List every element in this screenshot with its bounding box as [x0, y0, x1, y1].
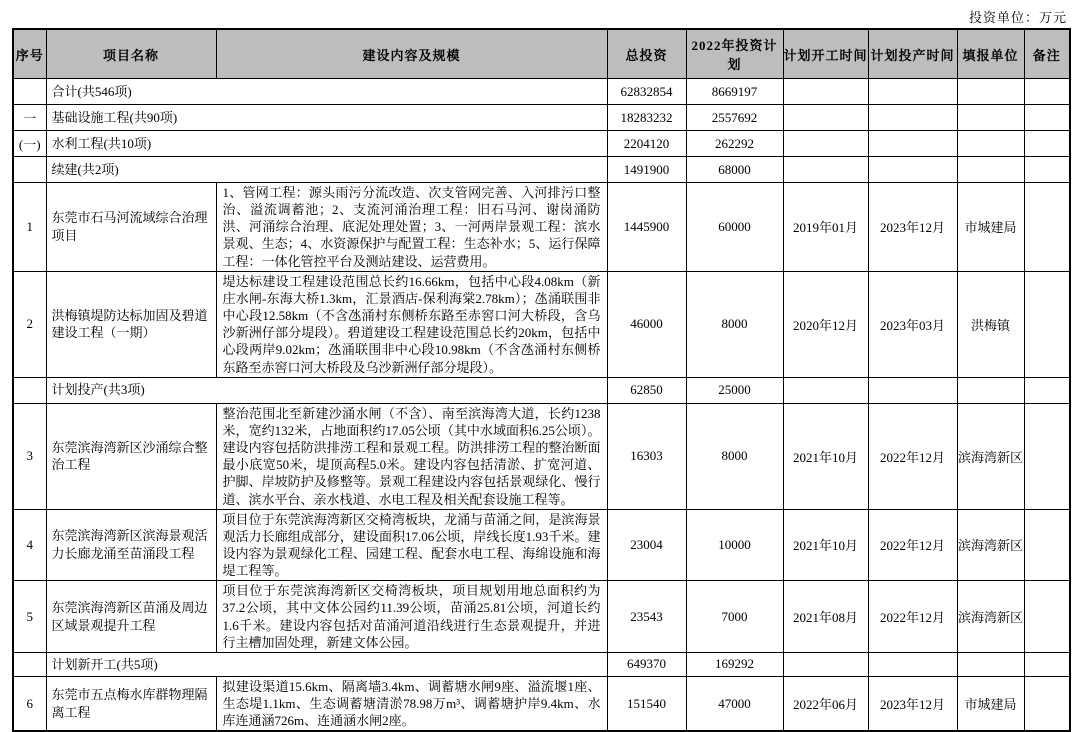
- production-date-cell: [868, 652, 957, 676]
- total-investment-cell: 2204120: [607, 131, 686, 157]
- start-date-cell: 2021年10月: [783, 403, 868, 509]
- start-date-cell: [783, 157, 868, 183]
- table-row: [13, 581, 1070, 653]
- production-date-cell: 2022年12月: [868, 509, 957, 581]
- production-date-cell: [868, 131, 957, 157]
- content-scale-cell: 1、管网工程：源头雨污分流改造、次支管网完善、入河排污口整治、溢流调蓄池；2、支流河涌治理工程：旧石马河、谢岗涌防洪、河涌综合治理、底泥处理处置；3、一河两岸景观工程：滨水景观、生态；4、水资源保护与配置工程：生态补水；5、运行保障工程：一体化管控平台及测站建设、运营费用。: [216, 183, 607, 272]
- production-date-cell: [868, 157, 957, 183]
- summary-row: [13, 377, 1070, 403]
- column-header-production-date: 计划投产时间: [868, 29, 957, 79]
- total-investment-cell: 151540: [607, 676, 686, 731]
- seq-cell: [13, 79, 46, 105]
- group-title-cell: 计划新开工(共5项): [46, 652, 607, 676]
- total-investment-cell: 62850: [607, 377, 686, 403]
- group-title-cell: 水利工程(共10项): [46, 131, 607, 157]
- project-name-cell: 东莞市五点梅水库群物理隔离工程: [46, 676, 216, 731]
- production-date-cell: 2023年12月: [868, 183, 957, 272]
- plan-2022-cell: 10000: [686, 509, 783, 581]
- remark-cell: [1024, 509, 1070, 581]
- seq-cell: [13, 377, 46, 403]
- production-date-cell: [868, 105, 957, 131]
- project-name-cell: 东莞滨海湾新区苗涌及周边区域景观提升工程: [46, 581, 216, 653]
- start-date-cell: 2021年08月: [783, 581, 868, 653]
- plan-2022-cell: 60000: [686, 183, 783, 272]
- column-header-start-date: 计划开工时间: [783, 29, 868, 79]
- project-name-cell: 东莞滨海湾新区滨海景观活力长廊龙涌至苗涌段工程: [46, 509, 216, 581]
- investment-plan-table: [12, 28, 1071, 732]
- summary-row: [13, 79, 1070, 105]
- summary-row: [13, 652, 1070, 676]
- total-investment-cell: 16303: [607, 403, 686, 509]
- seq-cell: (一): [13, 131, 46, 157]
- header-row: [13, 29, 1070, 79]
- group-title-cell: 基础设施工程(共90项): [46, 105, 607, 131]
- summary-row: [13, 105, 1070, 131]
- column-header-total-investment: 总投资: [607, 29, 686, 79]
- group-title-cell: 合计(共546项): [46, 79, 607, 105]
- reporting-unit-cell: [957, 105, 1024, 131]
- seq-cell: 2: [13, 271, 46, 377]
- summary-row: [13, 131, 1070, 157]
- group-title-cell: 计划投产(共3项): [46, 377, 607, 403]
- reporting-unit-cell: 滨海湾新区: [957, 403, 1024, 509]
- reporting-unit-cell: [957, 652, 1024, 676]
- total-investment-cell: 649370: [607, 652, 686, 676]
- total-investment-cell: 23543: [607, 581, 686, 653]
- table-row: [13, 676, 1070, 731]
- seq-cell: 6: [13, 676, 46, 731]
- column-header-project-name: 项目名称: [46, 29, 216, 79]
- plan-2022-cell: 8000: [686, 403, 783, 509]
- total-investment-cell: 18283232: [607, 105, 686, 131]
- production-date-cell: 2023年12月: [868, 676, 957, 731]
- reporting-unit-cell: [957, 79, 1024, 105]
- total-investment-cell: 62832854: [607, 79, 686, 105]
- remark-cell: [1024, 377, 1070, 403]
- table-row: [13, 403, 1070, 509]
- reporting-unit-cell: 滨海湾新区: [957, 509, 1024, 581]
- production-date-cell: 2022年12月: [868, 581, 957, 653]
- remark-cell: [1024, 183, 1070, 272]
- plan-2022-cell: 25000: [686, 377, 783, 403]
- production-date-cell: 2023年03月: [868, 271, 957, 377]
- total-investment-cell: 1445900: [607, 183, 686, 272]
- seq-cell: [13, 652, 46, 676]
- seq-cell: 一: [13, 105, 46, 131]
- investment-unit-note: 投资单位：万元: [968, 10, 1067, 25]
- seq-cell: 4: [13, 509, 46, 581]
- table-header: [13, 29, 1070, 79]
- summary-row: [13, 157, 1070, 183]
- plan-2022-cell: 169292: [686, 652, 783, 676]
- remark-cell: [1024, 403, 1070, 509]
- remark-cell: [1024, 581, 1070, 653]
- seq-cell: 1: [13, 183, 46, 272]
- production-date-cell: [868, 79, 957, 105]
- production-date-cell: [868, 377, 957, 403]
- project-name-cell: 东莞市石马河流域综合治理项目: [46, 183, 216, 272]
- remark-cell: [1024, 271, 1070, 377]
- remark-cell: [1024, 676, 1070, 731]
- project-name-cell: 东莞滨海湾新区沙涌综合整治工程: [46, 403, 216, 509]
- reporting-unit-cell: 市城建局: [957, 676, 1024, 731]
- plan-2022-cell: 2557692: [686, 105, 783, 131]
- reporting-unit-cell: 市城建局: [957, 183, 1024, 272]
- reporting-unit-cell: 洪梅镇: [957, 271, 1024, 377]
- plan-2022-cell: 262292: [686, 131, 783, 157]
- group-title-cell: 续建(共2项): [46, 157, 607, 183]
- content-scale-cell: 堤达标建设工程建设范围总长约16.66km，包括中心段4.08km（新庄水闸-东海大桥1.3km，汇景酒店-保利海棠2.78km）；氹涌联围非中心段12.58km（不含氹涌村东侧桥东路至赤窖口河大桥段，含乌沙新洲仔部分堤段）。碧道建设工程建设范围总长约20km，包括中心段两岸9.02km；氹涌联围非中心段10.98km（不含氹涌村东侧桥东路至赤窖口河大桥段及乌沙新洲仔部分堤段）。: [216, 271, 607, 377]
- start-date-cell: [783, 105, 868, 131]
- plan-2022-cell: 8000: [686, 271, 783, 377]
- content-scale-cell: 项目位于东莞滨海湾新区交椅湾板块，龙涌与苗涌之间，是滨海景观活力长廊组成部分，建设面积17.06公顷，岸线长度1.93千米。建设内容为景观绿化工程、园建工程、配套水电工程、海绵设施和海堤工程等。: [216, 509, 607, 581]
- column-header-reporting-unit: 填报单位: [957, 29, 1024, 79]
- remark-cell: [1024, 157, 1070, 183]
- reporting-unit-cell: [957, 377, 1024, 403]
- content-scale-cell: 拟建设渠道15.6km、隔离墙3.4km、调蓄塘水闸9座、溢流堰1座、生态堤1.1km、生态调蓄塘清淤78.98万m³、调蓄塘护岸9.4km、水库连通涵726m、连通涵水闸2座。: [216, 676, 607, 731]
- seq-cell: [13, 157, 46, 183]
- plan-2022-cell: 8669197: [686, 79, 783, 105]
- remark-cell: [1024, 131, 1070, 157]
- start-date-cell: 2020年12月: [783, 271, 868, 377]
- plan-2022-cell: 68000: [686, 157, 783, 183]
- seq-cell: 3: [13, 403, 46, 509]
- start-date-cell: [783, 79, 868, 105]
- content-scale-cell: 整治范围北至新建沙涌水闸（不含）、南至滨海湾大道，长约1238米，宽约132米，占地面积约17.05公顷（其中水域面积6.25公顷）。建设内容包括防洪排涝工程和景观工程。防洪排涝工程的整治断面最小底宽50米，堤顶高程5.0米。建设内容包括清淤、扩宽河道、护脚、岸坡防护及修整等。景观工程建设内容包括景观绿化、慢行道、滨水平台、亲水栈道、水电工程及相关配套设施工程等。: [216, 403, 607, 509]
- total-investment-cell: 23004: [607, 509, 686, 581]
- total-investment-cell: 46000: [607, 271, 686, 377]
- table-row: [13, 509, 1070, 581]
- remark-cell: [1024, 652, 1070, 676]
- content-scale-cell: 项目位于东莞滨海湾新区交椅湾板块，项目规划用地总面积约为37.2公顷，其中文体公园约11.39公顷，苗涌25.81公顷，河道长约1.6千米。建设内容包括对苗涌河道沿线进行生态景观提升，并进行主槽加固处理，新建文体公园。: [216, 581, 607, 653]
- column-header-seq: 序号: [13, 29, 46, 79]
- remark-cell: [1024, 79, 1070, 105]
- start-date-cell: [783, 652, 868, 676]
- table-row: [13, 271, 1070, 377]
- table-body: [13, 79, 1070, 732]
- start-date-cell: [783, 131, 868, 157]
- start-date-cell: 2019年01月: [783, 183, 868, 272]
- reporting-unit-cell: [957, 131, 1024, 157]
- start-date-cell: [783, 377, 868, 403]
- column-header-remark: 备注: [1024, 29, 1070, 79]
- reporting-unit-cell: 滨海湾新区: [957, 581, 1024, 653]
- production-date-cell: 2022年12月: [868, 403, 957, 509]
- project-name-cell: 洪梅镇堤防达标加固及碧道建设工程（一期）: [46, 271, 216, 377]
- start-date-cell: 2022年06月: [783, 676, 868, 731]
- column-header-content-scale: 建设内容及规模: [216, 29, 607, 79]
- remark-cell: [1024, 105, 1070, 131]
- start-date-cell: 2021年10月: [783, 509, 868, 581]
- table-row: [13, 183, 1070, 272]
- reporting-unit-cell: [957, 157, 1024, 183]
- total-investment-cell: 1491900: [607, 157, 686, 183]
- plan-2022-cell: 47000: [686, 676, 783, 731]
- column-header-plan-2022: 2022年投资计划: [686, 29, 783, 79]
- seq-cell: 5: [13, 581, 46, 653]
- plan-2022-cell: 7000: [686, 581, 783, 653]
